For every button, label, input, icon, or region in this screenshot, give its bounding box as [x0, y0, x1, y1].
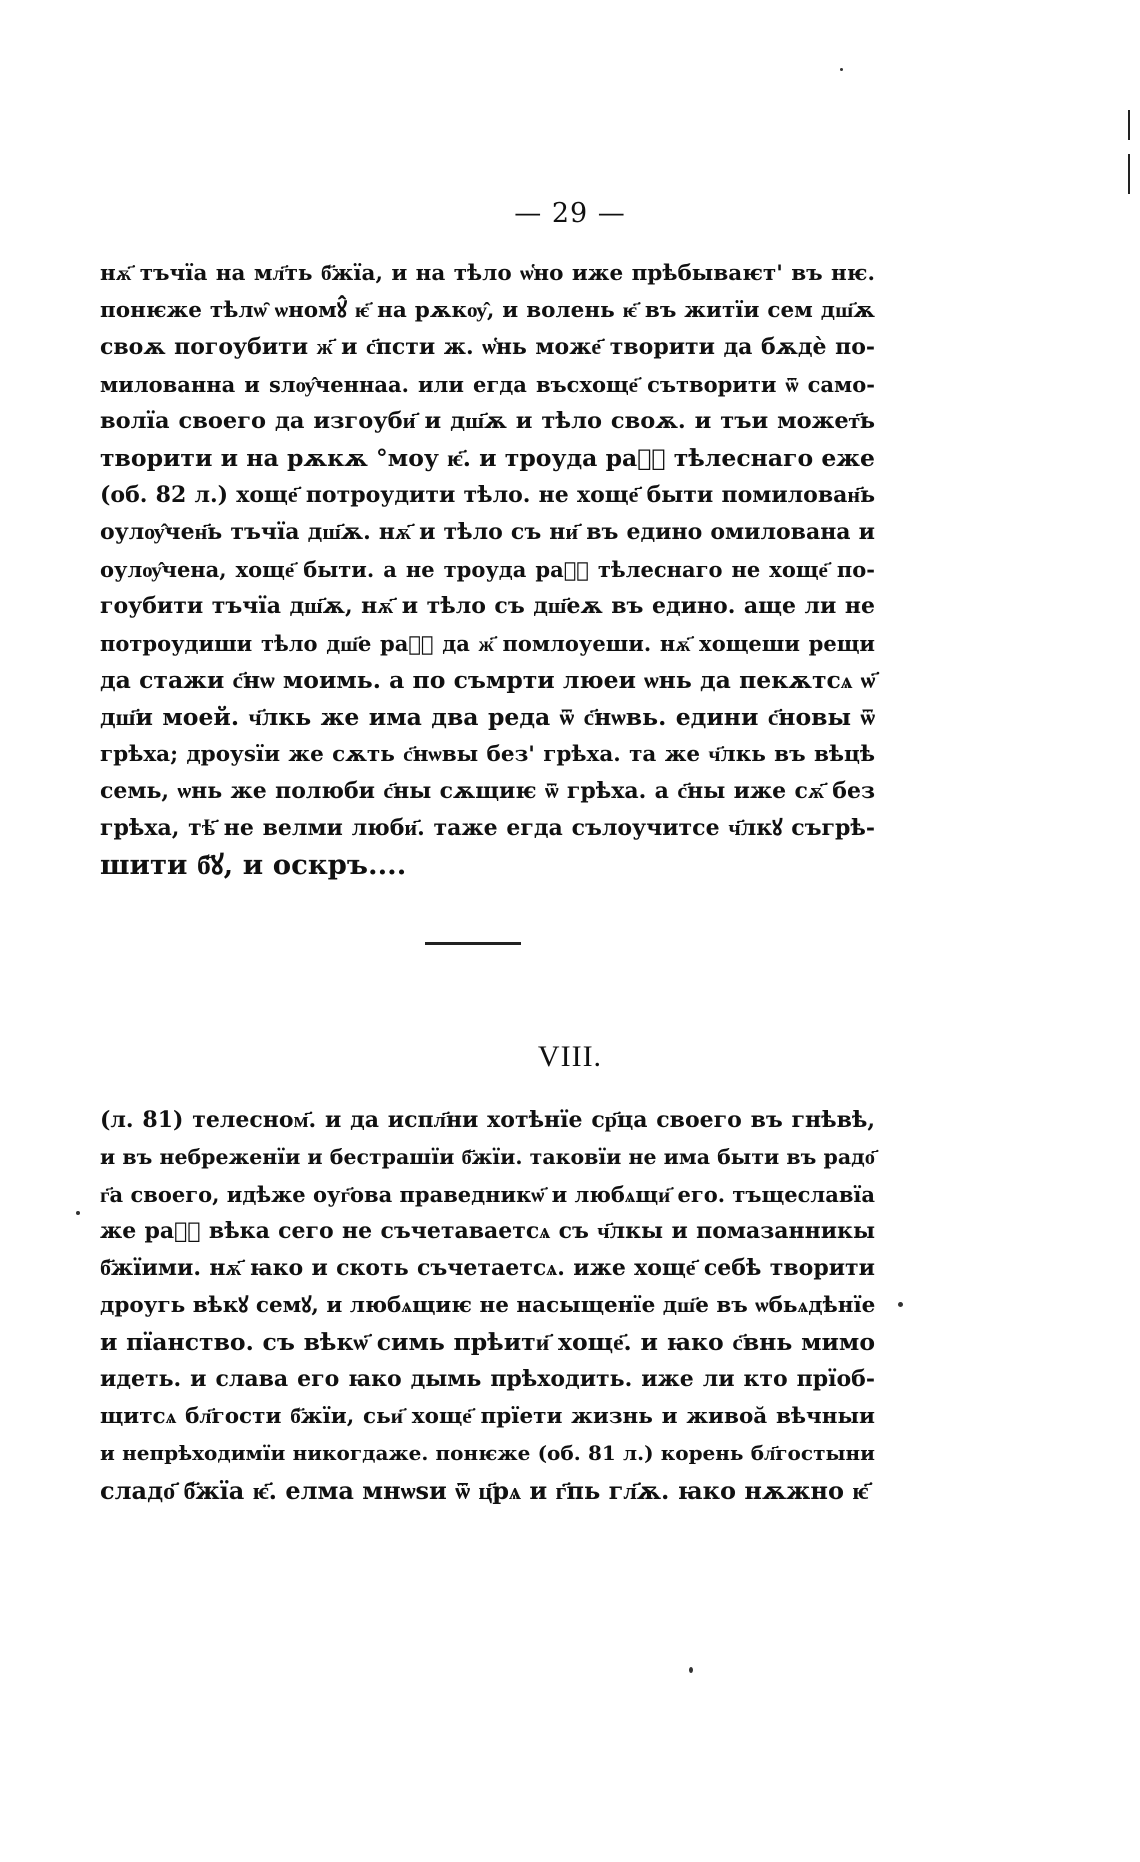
- passage-2: [100, 1102, 875, 1509]
- text-line: своѫ погоубити ж҃ и с҃псти ж. ѡ҅нь може҃ творити да бѫдѐ по-: [100, 334, 875, 360]
- text-line: нѫ҃ тъчїа на мл҃ть б҃жїа, и на тѣло ѡ҅но иже прѣбываѥт' въ нѥ.: [100, 261, 875, 286]
- text-line: (об. 82 л.) хоще҃ потроудити тѣло. не хоще҃ быти помилован҃ь: [100, 482, 875, 508]
- text-line: творити и на рѫкѫ °моу ѥ҃. и троуда ра҃ⷯ тѣлеснаго еже: [100, 444, 875, 472]
- text-line: сладо҃ б҃жїа ѥ҃. елма мнѡѕи ѿ ц҃рѧ и г҃пь гл҃ѫ. ꙗко нѫжно ѥ҃: [100, 1476, 869, 1505]
- text-line: идеть. и слава его ꙗко дымь прѣходить. иже ли кто прїоб-: [100, 1366, 875, 1392]
- text-line: семь, ѡнь же полюби с҃ны сѫщиѥ ѿ грѣха. а с҃ны иже сѫ҃ без: [100, 778, 875, 804]
- text-line: шити б҃ꙋ, и оскръ....: [100, 849, 407, 881]
- text-line: г҃а своего, идѣже оуг҃ова праведникѡ҃ и любѧщи҃ его. тъщеславїа: [100, 1182, 875, 1207]
- section-heading: VIII.: [537, 1040, 603, 1073]
- text-line: и въ небреженїи и бестрашїи б҃жїи. таковїи не има быти въ радо҃: [100, 1145, 876, 1169]
- print-speck: [898, 1302, 903, 1307]
- text-line: гоубити тъчїа дш҃ѫ, нѫ҃ и тѣло съ дш҃еѫ въ едино. аще ли не: [100, 593, 875, 619]
- text-line: оулѹ̂чен҃ь тъчїа дш҃ѫ. нѫ҃ и тѣло съ ни҃ въ едино омилована и: [100, 519, 875, 545]
- passage-1: [100, 255, 875, 884]
- text-line: милованна и ѕлѹ̂ченнаа. или егда въсхоще҃ сътворити ѿ само-: [100, 372, 875, 397]
- text-line: оулѹ̂чена, хоще҃ быти. а не троуда ра҃ⷯ тѣлеснаго не хоще҃ по-: [100, 557, 875, 582]
- page-number: — 29 —: [514, 198, 626, 229]
- text-line: щитсѧ бл҃гости б҃жїи, сьи҃ хоще҃ прїети жизнь и живоӑ вѣчныи: [100, 1404, 875, 1429]
- text-line: грѣха; дроуѕїи же сѫть с҃нѡвы без' грѣха. та же ч҃лкь въ вѣцѣ: [100, 742, 875, 767]
- text-line: и непрѣходимїи никогдаже. понѥже (об. 81 л.) корень бл҃гостыни: [100, 1441, 875, 1465]
- text-line: же ра҃ⷯ вѣка сего не съчетаваетсѧ съ ч҃лкы и помазанникы: [100, 1218, 875, 1244]
- print-speck: [689, 1667, 693, 1673]
- text-line: волїа своего да изгоуби҃ и дш҃ѫ и тѣло своѫ. и тъи может҃ь: [100, 408, 875, 434]
- section-divider: [425, 942, 521, 945]
- text-line: понѥже тѣлѡ̑ ѡномꙋ̂ ѥ҃ на рѫкѹ̂, и волень ѥ҃ въ житїи сем дш҃ѫ: [100, 298, 875, 323]
- text-line: дроугь вѣкꙋ семꙋ, и любѧщиѥ не насыщенїе дш҃е въ ѡбьѧдѣнїе: [100, 1293, 876, 1318]
- text-line: (л. 81) телесном҃. и да испл҃ни хотѣнїе ср҃ца своего въ гнѣвѣ,: [100, 1107, 875, 1133]
- text-line: и пїанство. съ вѣкѡ҃ симь прѣити҃ хоще҃. и ꙗко с҃внь мимо: [100, 1328, 875, 1356]
- text-line: да стажи с҃нѡ моимь. а по съмрти люеи ѡнь да пекѫтсѧ ѡ҃: [100, 666, 876, 694]
- print-speck: [840, 68, 843, 71]
- print-speck: [76, 1211, 80, 1215]
- text-line: дш҃и моей. ч҃лкь же има два реда ѿ с҃нѡвь. едини с҃новы ѿ: [100, 703, 875, 731]
- text-line: б҃жїими. нѫ҃ ꙗко и скоть съчетаетсѧ. иже хоще҃ себѣ творити: [100, 1255, 875, 1281]
- text-line: потроудиши тѣло дш҃е ра҃ⷯ да ж҃ помлоуеши. нѫ҃ хощеши рещи: [100, 631, 875, 656]
- text-line: грѣха, тѣ҃ не велми люби҃. таже егда сълоучитсе ч҃лкꙋ съгрѣ-: [100, 815, 875, 841]
